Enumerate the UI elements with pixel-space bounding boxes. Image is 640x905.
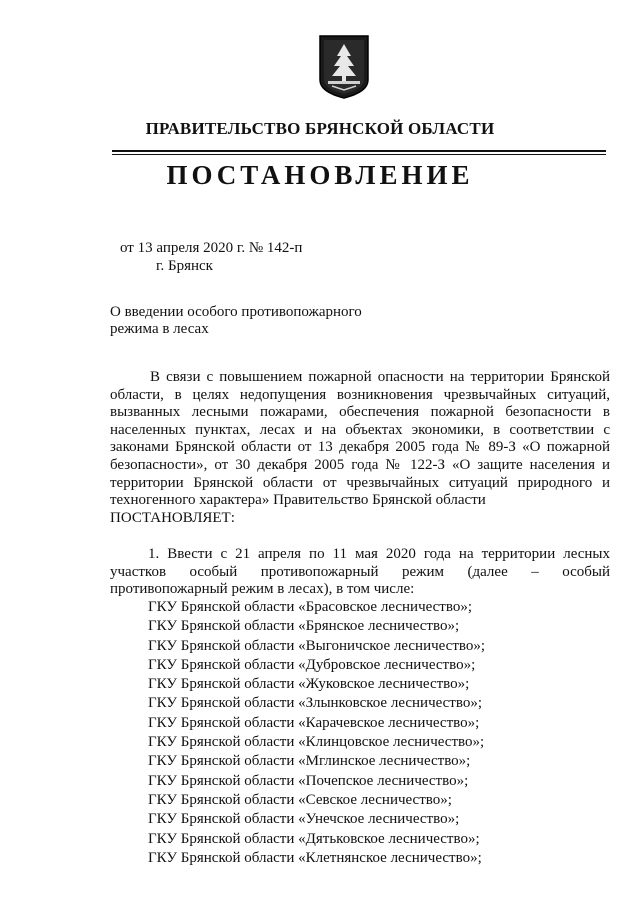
forestry-list-item: ГКУ Брянской области «Злынковское лесничество»; <box>148 695 483 712</box>
bryansk-coat-of-arms-icon <box>318 34 370 100</box>
organization-name: ПРАВИТЕЛЬСТВО БРЯНСКОЙ ОБЛАСТИ <box>145 119 495 138</box>
decree-word: ПОСТАНОВЛЯЕТ: <box>110 510 235 526</box>
forestry-list-item: ГКУ Брянской области «Унечское лесничество»; <box>148 811 460 828</box>
forestry-list-item: ГКУ Брянской области «Карачевское лесничество»; <box>148 714 480 731</box>
forestry-list <box>148 598 485 868</box>
forestry-list-item: ГКУ Брянской области «Жуковское лесничество»; <box>148 676 470 693</box>
forestry-list-item: ГКУ Брянской области «Мглинское лесничество»; <box>148 753 471 770</box>
forestry-list-item: ГКУ Брянской области «Клинцовское лесничество»; <box>148 734 485 751</box>
preamble-paragraph: В связи с повышением пожарной опасности на территории Брянской области, в целях недопущения возникновения чрезвычайных ситуаций, вызванных лесными пожарами, обеспечения пожарной безопасности в населенных пунктах, лесах и на объектах экономики, в соответствии с законами Брянской области от 13 декабря 2005 года № 89-З «О пожарной безопасности», от 30 декабря 2005 года № 122-З «О защите населения и территории Брянской области от чрезвычайных ситуаций природного и техногенного характера» Правительство Брянской области <box>110 369 610 509</box>
header-rule-thick <box>112 150 606 152</box>
document-city: г. Брянск <box>156 258 213 274</box>
document-subject <box>110 304 410 338</box>
forestry-list-item: ГКУ Брянской области «Почепское лесничество»; <box>148 772 469 789</box>
forestry-list-item: ГКУ Брянской области «Севское лесничество»; <box>148 791 452 808</box>
forestry-list-item: ГКУ Брянской области «Дятьковское лесничество»; <box>148 830 480 847</box>
forestry-list-item: ГКУ Брянской области «Брасовское лесничество»; <box>148 599 473 615</box>
subject-line-2: режима в лесах <box>110 321 209 337</box>
forestry-list-item: ГКУ Брянской области «Брянское лесничество»; <box>148 618 460 635</box>
subject-line-1: О введении особого противопожарного <box>110 304 362 320</box>
forestry-list-item: ГКУ Брянской области «Выгоничское лесничество»; <box>148 637 486 654</box>
forestry-list-item: ГКУ Брянской области «Клетнянское лесничество»; <box>148 849 482 866</box>
document-type-title: ПОСТАНОВЛЕНИЕ <box>166 160 474 190</box>
forestry-list-item: ГКУ Брянской области «Дубровское лесничество»; <box>148 656 476 673</box>
decree-item-1: 1. Ввести с 21 апреля по 11 мая 2020 года на территории лесных участков особый противопожарный режим (далее – особый противопожарный режим в лесах), в том числе: <box>110 546 610 598</box>
document-date-number: от 13 апреля 2020 г. № 142-п <box>120 240 303 256</box>
header-rule-thin <box>112 154 606 155</box>
